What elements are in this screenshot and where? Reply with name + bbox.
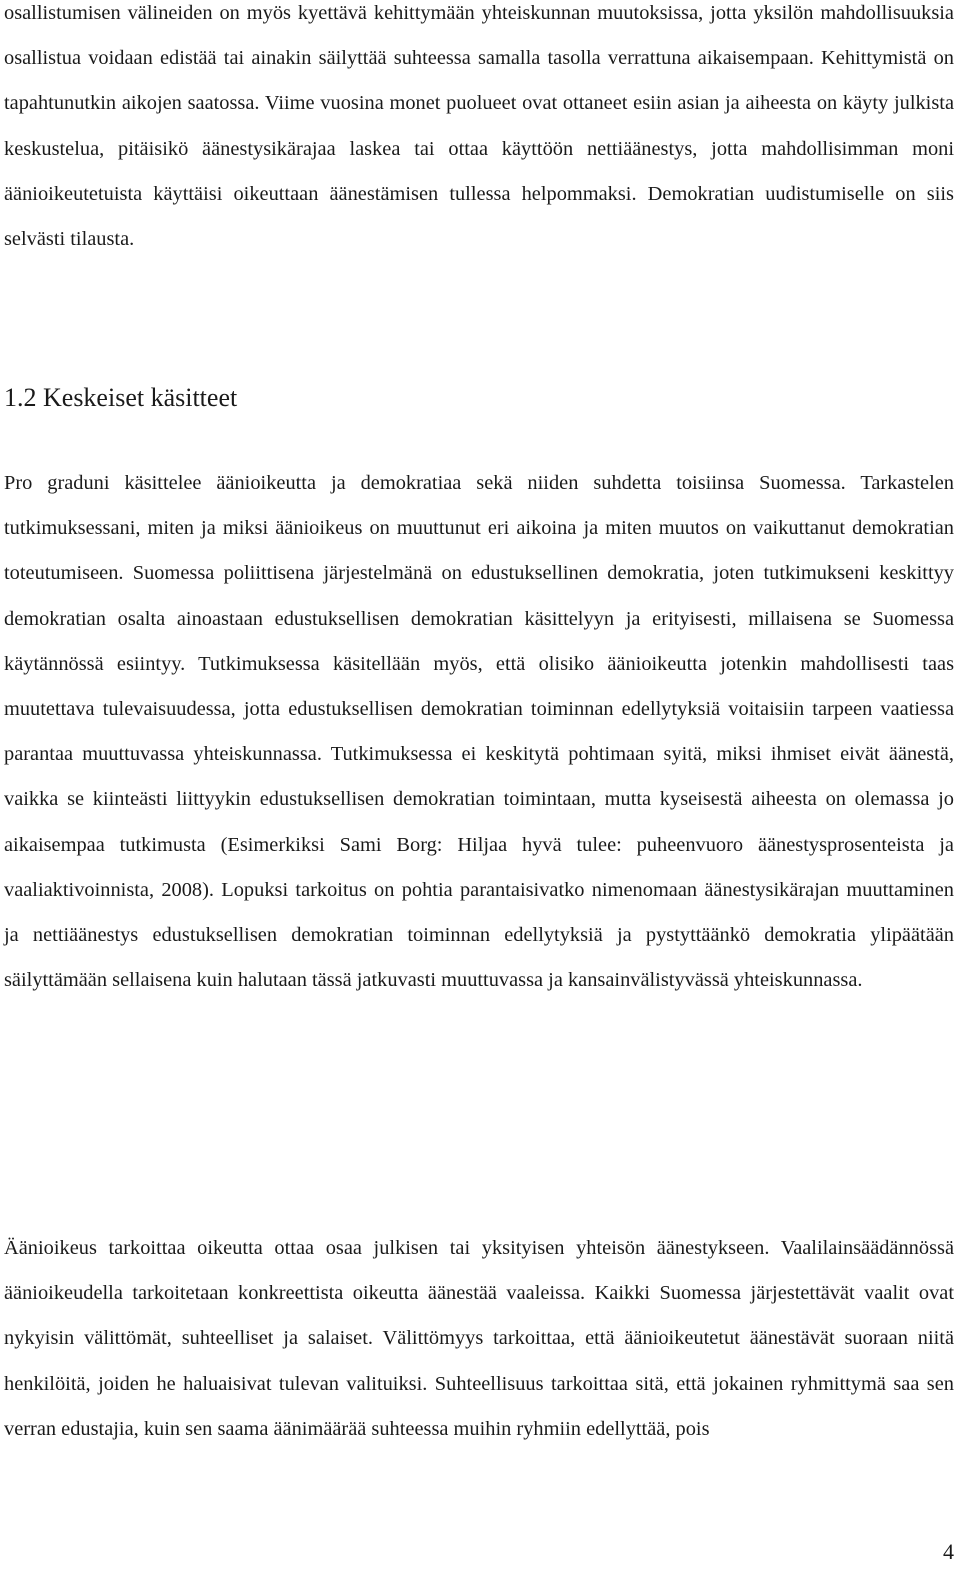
section-heading: 1.2 Keskeiset käsitteet bbox=[4, 383, 238, 412]
body-paragraph-3: Äänioikeus tarkoittaa oikeutta ottaa osaa julkisen tai yksityisen yhteisön äänestykseen. Vaalilainsäädännössä äänioikeudella tarkoitetaan konkreettista oikeutta äänestää vaaleissa. Kaikki Suomessa järjestettävät vaalit ovat nykyisin välittömät, suhteelliset ja salaiset. Välittömyys tarkoittaa, että äänioikeutetut äänestävät suoraan niitä henkilöitä, joiden he haluaisivat tulevan valituiksi. Suhteellisuus tarkoittaa sitä, että jokainen ryhmittymä saa sen verran edustajia, kuin sen saama äänimäärää suhteessa muihin ryhmiin edellyttää, pois bbox=[4, 1237, 954, 1440]
body-paragraph-1: osallistumisen välineiden on myös kyettävä kehittymään yhteiskunnan muutoksissa, jotta yksilön mahdollisuuksia osallistua voidaan edistää tai ainakin säilyttää suhteessa samalla tasolla verrattuna aikaisempaan. Kehittymistä on tapahtunutkin aikojen saatossa. Viime vuosina monet puolueet ovat ottaneet esiin asian ja aiheesta on käyty julkista keskustelua, pitäisikö äänestysikärajaa laskea tai ottaa käyttöön nettiäänestys, jotta mahdollisimman moni äänioikeutetuista käyttäisi oikeuttaan äänestämisen tullessa helpommaksi. Demokratian uudistumiselle on siis selvästi tilausta. bbox=[4, 2, 954, 251]
body-paragraph-2: Pro graduni käsittelee äänioikeutta ja demokratiaa sekä niiden suhdetta toisiinsa Suomessa. Tarkastelen tutkimuksessani, miten ja miksi äänioikeus on muuttunut eri aikoina ja miten muutos on vaikuttanut demokratian toteutumiseen. Suomessa poliittisena järjestelmänä on edustuksellinen demokratia, joten tutkimukseni keskittyy demokratian osalta ainoastaan edustuksellisen demokratian käsittelyyn ja erityisesti, millaisena se Suomessa käytännössä esiintyy. Tutkimuksessa käsitellään myös, että olisiko äänioikeutta jotenkin mahdollisesti taas muutettava tulevaisuudessa, jotta edustuksellisen demokratian toiminnan edellytyksiä voitaisiin tarpeen vaatiessa parantaa muuttuvassa yhteiskunnassa. Tutkimuksessa ei keskitytä pohtimaan syitä, miksi ihmiset eivät äänestä, vaikka se kiinteästi liittyykin edustuksellisen demokratian toimintaan, mutta kyseisestä aiheesta on olemassa jo aikaisempaa tutkimusta (Esimerkiksi Sami Borg: Hiljaa hyvä tulee: puheenvuoro äänestysprosenteista ja vaaliaktivoinnista, 2008). Lopuksi tarkoitus on pohtia parantaisivatko nimenomaan äänestysikärajan muuttaminen ja nettiäänestys edustuksellisen demokratian toiminnan edellytyksiä ja pystyttäänkö demokratia ylipäätään säilyttämään sellaisena kuin halutaan tässä jatkuvasti muuttuvassa ja kansainvälistyvässä yhteiskunnassa. bbox=[4, 472, 954, 992]
page-number: 4 bbox=[943, 1539, 954, 1564]
